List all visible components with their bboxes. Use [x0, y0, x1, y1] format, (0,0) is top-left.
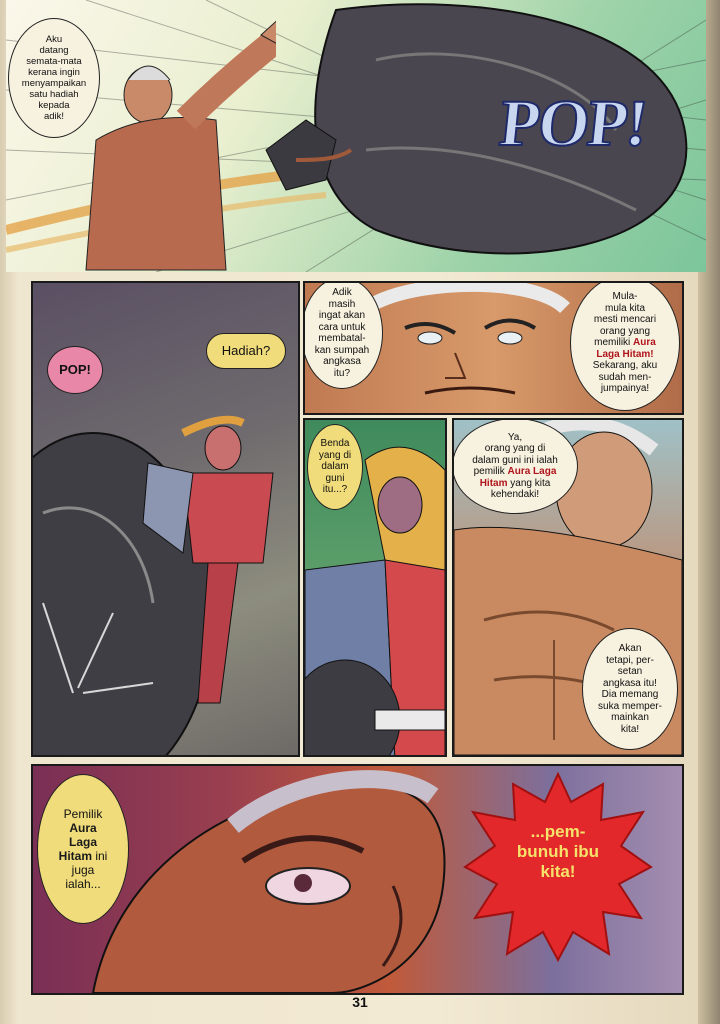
speech-bubble-persetan: Akan tetapi, per- setan angkasa itu! Dia memang suka memper- mainkan kita! [582, 628, 678, 750]
burst-text: ...pem- bunuh ibu kita! [516, 822, 600, 881]
speech-bubble-benda: Benda yang di dalam guni itu...? [307, 424, 363, 510]
bubble-text-e: Pemilik [63, 807, 103, 821]
panel-top-splash [6, 0, 706, 272]
speech-bubble-intro: Aku datang semata-mata kerana ingin menyampaikan satu hadiah kepada adik! [8, 18, 100, 138]
speech-bubble-mula-mula [570, 281, 680, 411]
speech-bubble-hadiah: Hadiah? [206, 333, 286, 369]
bubble-text-f: ini juga ialah... [65, 849, 108, 891]
panel-old-man-face [303, 281, 684, 415]
panel-eye-closeup [31, 764, 684, 995]
bubble-text-a: Mula- mula kita mesti mencari orang yang memiliki [593, 291, 657, 349]
bubble-highlight-aura-3: Aura Laga Hitam [58, 821, 97, 863]
speech-bubble-ya-orang [452, 418, 578, 514]
bubble-text-c: Ya, orang yang di dalam guni ini ialah pemilik [472, 431, 558, 477]
sfx-pop-large: POP! [496, 87, 650, 160]
panel-sack-hit [31, 281, 300, 757]
speech-bubble-pemilik [37, 774, 129, 924]
bubble-text-d: yang kita kehendaki! [490, 477, 551, 500]
bubble-highlight-aura-2: Aura Laga Hitam [479, 466, 557, 489]
page-number: 31 [352, 994, 368, 1010]
speech-bubble-sumpah: Adik masih ingat akan cara untuk membatal- kan sumpah angkasa itu? [303, 281, 383, 389]
bubble-text-b: Sekarang, aku sudah men- jumpainya! [592, 360, 658, 395]
panel-old-man-torso [452, 418, 684, 757]
panel-hero-question [303, 418, 447, 757]
bubble-highlight-aura: Aura Laga Hitam! [596, 337, 656, 360]
sfx-pop-small: POP! [47, 346, 103, 394]
